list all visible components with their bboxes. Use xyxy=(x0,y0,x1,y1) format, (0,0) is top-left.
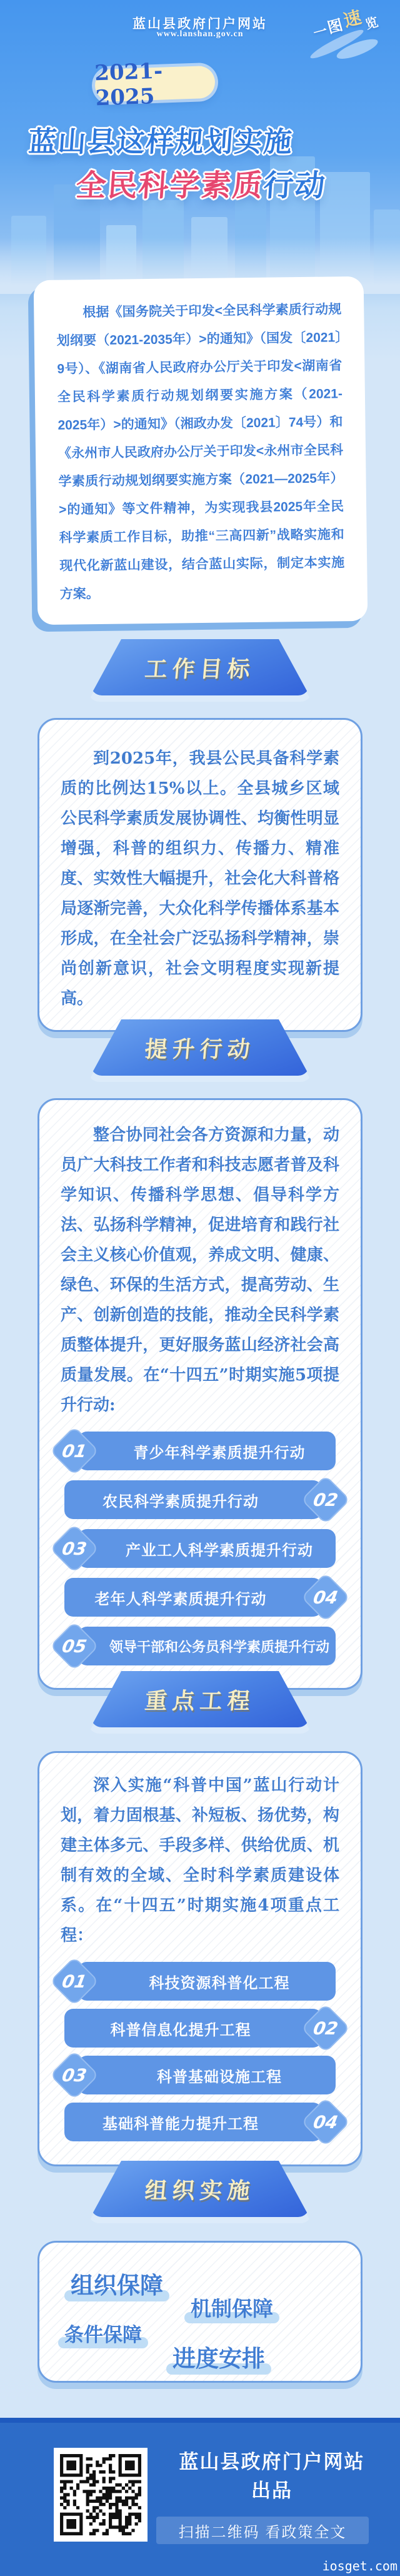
quick-view-stamp xyxy=(309,0,394,68)
project-item xyxy=(61,2103,339,2141)
project-item-label: 基础科普能力提升工程 xyxy=(64,2103,322,2141)
stamp-char: 一 xyxy=(311,23,329,43)
section-badge-org-label: 组织实施 xyxy=(144,2177,256,2203)
publisher xyxy=(156,2448,388,2505)
item-number-diamond: 05 xyxy=(49,1621,99,1670)
intro-card xyxy=(34,276,368,625)
project-items xyxy=(61,1962,339,2141)
item-number-diamond: 02 xyxy=(301,2003,350,2053)
qr-code-image xyxy=(60,2454,141,2535)
qr-code xyxy=(54,2448,148,2542)
projects-paragraph: 深入实施“科普中国”蓝山行动计划，着力固根基、补短板、扬优势，构建主体多元、手段多样、供给优质、机制有效的全域、全时科学素质建设体系。在“十四五”时期实施4项重点工程： xyxy=(61,1776,339,1945)
stamp-char: 览 xyxy=(363,14,380,33)
main-title-line1: 蓝山县这样规划实施 xyxy=(27,126,294,158)
item-number-diamond: 01 xyxy=(49,1956,99,2006)
title-rest: 行动 xyxy=(262,169,328,203)
action-item xyxy=(61,1627,339,1665)
action-item-label: 产业工人科学素质提升行动 xyxy=(78,1529,336,1568)
actions-paragraph: 整合协同社会各方资源和力量，动员广大科技工作者和科技志愿者普及科学知识、传播科学思想、倡导科学方法、弘扬科学精神，促进培育和践行社会主义核心价值观，养成文明、健康、绿色、环保的生活方式，提高劳动、生产、创新创造的技能，推动全民科学素质整体提升，更好服务蓝山经济社会高质量发展。在“十四五”时期实施5项提升行动: xyxy=(61,1126,339,1415)
item-number-diamond: 03 xyxy=(49,1523,99,1573)
section-badge-projects-label: 重点工程 xyxy=(144,1687,256,1714)
org-tag: 组织保障 xyxy=(71,2266,163,2300)
section-badge-actions-label: 提升行动 xyxy=(144,1036,256,1062)
item-number-diamond: 01 xyxy=(49,1426,99,1475)
publisher-name: 蓝山县政府门户网站 xyxy=(179,2451,365,2473)
action-item-label: 农民科学素质提升行动 xyxy=(64,1480,322,1519)
action-items xyxy=(61,1432,339,1665)
footer xyxy=(0,2423,400,2576)
qr-caption: 扫描二维码 看政策全文 xyxy=(156,2517,369,2544)
org-card xyxy=(38,2241,362,2383)
action-item xyxy=(61,1529,339,1568)
site-url: www.lanshan.gov.cn xyxy=(156,29,244,39)
item-number-diamond: 04 xyxy=(301,2097,350,2146)
item-number-diamond: 04 xyxy=(301,1572,350,1622)
project-item xyxy=(61,1962,339,2001)
stamp-char-accent: 速 xyxy=(341,6,364,31)
section-badge-org xyxy=(91,2161,309,2217)
project-item-label: 科普信息化提升工程 xyxy=(64,2009,322,2048)
project-item-label: 科技资源科普化工程 xyxy=(78,1962,336,2001)
item-number-diamond: 03 xyxy=(49,2050,99,2099)
action-item-label: 领导干部和公务员科学素质提升行动 xyxy=(78,1627,336,1665)
year-range-badge xyxy=(94,58,216,111)
action-item-label: 老年人科学素质提升行动 xyxy=(64,1578,322,1617)
project-item-label: 科普基础设施工程 xyxy=(78,2056,336,2094)
goal-card xyxy=(38,718,362,1032)
section-badge-projects xyxy=(91,1671,309,1727)
project-item xyxy=(61,2056,339,2094)
section-badge-actions xyxy=(91,1019,309,1076)
action-item-label: 青少年科学素质提升行动 xyxy=(78,1432,336,1470)
action-item xyxy=(61,1480,339,1519)
project-item xyxy=(61,2009,339,2048)
publisher-suffix: 出品 xyxy=(251,2480,292,2502)
watermark-text: iosget.com xyxy=(322,2558,398,2573)
stamp-char: 图 xyxy=(325,15,345,37)
org-tag: 条件保障 xyxy=(64,2319,142,2347)
site-name: 蓝山县政府门户网站 xyxy=(132,17,268,31)
main-title-line2 xyxy=(75,161,328,205)
org-tag: 进度安排 xyxy=(172,2340,265,2373)
action-item xyxy=(61,1432,339,1470)
footer-divider xyxy=(0,2418,400,2423)
goal-paragraph: 到2025年，我县公民具备科学素质的比例达15%以上。全县城乡区域公民科学素质发展协调性、均衡性明显增强，科普的组织力、传播力、精准度、实效性大幅提升，社会化大科普格局逐渐完善，大众化科学传播体系基本形成，在全社会广泛弘扬科学精神，崇尚创新意识，社会文明程度实现新提高。 xyxy=(61,749,339,1008)
section-badge-goal xyxy=(91,639,309,695)
action-item xyxy=(61,1578,339,1617)
title-highlight: 全民科学素质 xyxy=(74,169,265,203)
item-number-diamond: 02 xyxy=(301,1475,350,1524)
org-tag: 机制保障 xyxy=(191,2293,273,2322)
projects-card xyxy=(38,1751,362,2166)
actions-card xyxy=(38,1098,362,1690)
year-range-text: 2021-2025 xyxy=(94,58,163,111)
section-badge-goal-label: 工作目标 xyxy=(144,655,256,682)
intro-paragraph: 根据《国务院关于印发<全民科学素质行动规划纲要（2021-2035年）>的通知》（国发〔2021〕9号）、《湖南省人民政府办公厅关于印发<湖南省全民科学素质行动规划纲要实施方案（2021-2025年）>的通知》（湘政办发〔2021〕74号）和《永州市人民政府办公厅关于印发<永州市全民科学素质行动规划纲要实施方案（2021—2025年）>的通知》等文件精神，为实现我县2025年全民科学素质工作目标，助推“三高四新”战略实施和现代化新蓝山建设，结合蓝山实际，制定本实施方案。 xyxy=(56,302,345,602)
